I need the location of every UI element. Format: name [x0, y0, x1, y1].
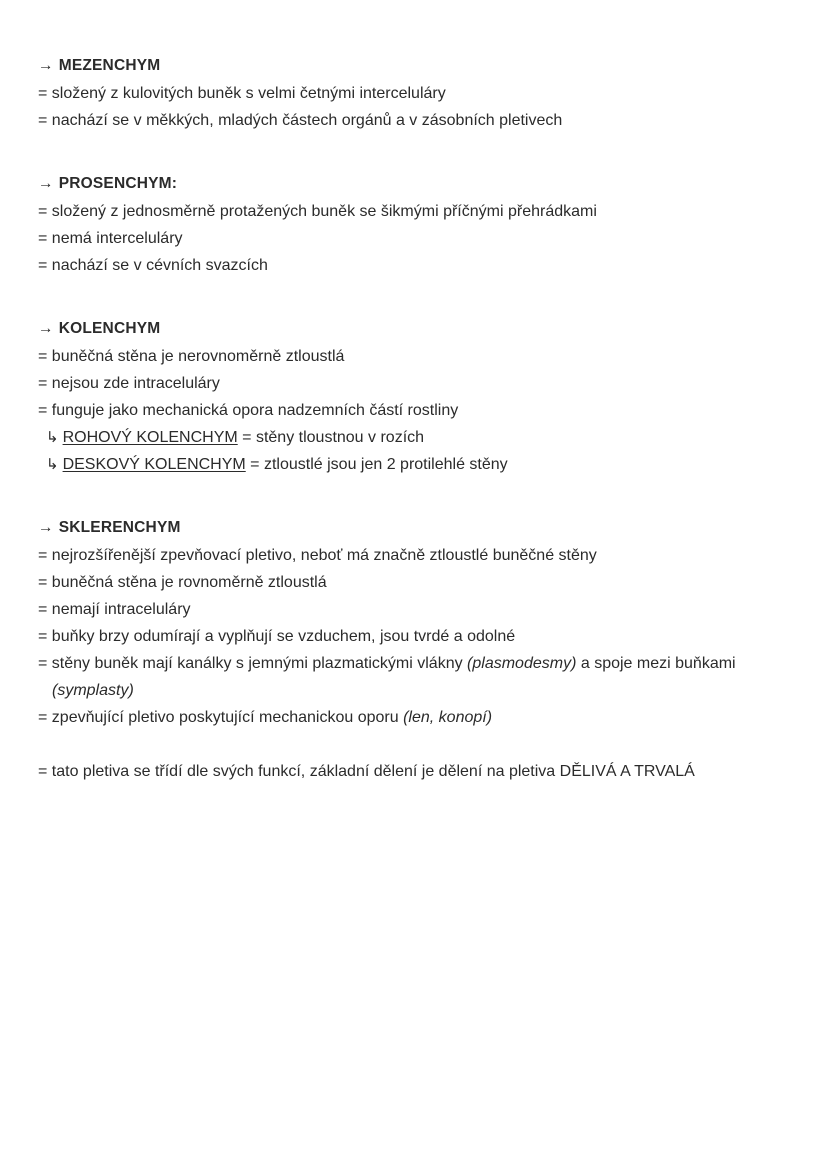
bullet-line: = buňky brzy odumírají a vyplňují se vzduchem, jsou tvrdé a odolné — [38, 628, 516, 645]
heading-text: MEZENCHYM — [58, 57, 161, 74]
bullet-line: = funguje jako mechanická opora nadzemních částí rostliny — [38, 402, 459, 419]
arrow-right-icon: → — [38, 519, 54, 536]
plain-text: = stěny buněk mají kanálky s jemnými plazmatickými vlákny — [38, 655, 468, 672]
arrow-down-right-icon: ↳ — [46, 429, 59, 446]
sub-item-description: = stěny tloustnou v rozích — [237, 429, 425, 446]
sub-item-term: DESKOVÝ KOLENCHYM — [62, 456, 246, 473]
arrow-right-icon: → — [38, 320, 54, 337]
section-heading — [38, 315, 768, 342]
bullet-line: = nachází se v měkkých, mladých částech orgánů a v zásobních pletivech — [38, 112, 563, 129]
section-spacer — [38, 496, 768, 514]
section-spacer — [38, 152, 768, 170]
bullet-line: = buněčná stěna je rovnoměrně ztloustlá — [38, 574, 327, 591]
plain-text: a spoje mezi buňkami — [576, 655, 736, 672]
bullet-line: = buněčná stěna je nerovnoměrně ztloustlá — [38, 348, 345, 365]
sub-item-description: = ztloustlé jsou jen 2 protilehlé stěny — [245, 456, 508, 473]
section-heading — [38, 170, 768, 197]
arrow-down-right-icon: ↳ — [46, 456, 59, 473]
plain-text: = zpevňující pletivo poskytující mechanickou oporu — [38, 709, 404, 726]
emphasis-text: (plasmodesmy) — [467, 655, 577, 672]
arrow-right-icon: → — [38, 175, 54, 192]
bullet-line: = složený z kulovitých buněk s velmi četnými interceluláry — [38, 85, 446, 102]
closing-line: = tato pletiva se třídí dle svých funkcí, základní dělení je dělení na pletiva DĚLIVÁ A TRVALÁ — [38, 763, 695, 780]
section-heading — [38, 52, 768, 79]
bullet-line: = nemají intraceluláry — [38, 601, 191, 618]
heading-text: SKLERENCHYM — [58, 519, 181, 536]
section-prosenchym — [38, 170, 768, 279]
bullet-line-rich — [38, 704, 752, 731]
heading-text: KOLENCHYM — [58, 320, 161, 337]
arrow-right-icon: → — [38, 57, 54, 74]
section-sklerenchym — [38, 514, 768, 731]
section-kolenchym — [38, 315, 768, 478]
bullet-line: = nejrozšířenější zpevňovací pletivo, neboť má značně ztloustlé buněčné stěny — [38, 547, 597, 564]
bullet-line: = nachází se v cévních svazcích — [38, 257, 268, 274]
emphasis-text: (symplasty) — [52, 682, 134, 699]
sub-item — [38, 424, 768, 451]
sub-item — [38, 451, 768, 478]
bullet-line: = nemá interceluláry — [38, 230, 183, 247]
sub-item-term: ROHOVÝ KOLENCHYM — [62, 429, 238, 446]
emphasis-text: (len, konopí) — [403, 709, 493, 726]
bullet-line-rich — [38, 650, 752, 704]
bullet-line: = složený z jednosměrně protažených buněk se šikmými příčnými přehrádkami — [38, 203, 597, 220]
bullet-line: = nejsou zde intraceluláry — [38, 375, 220, 392]
section-mezenchym — [38, 52, 768, 134]
section-heading — [38, 514, 768, 541]
heading-text: PROSENCHYM: — [58, 175, 178, 192]
section-spacer — [38, 297, 768, 315]
